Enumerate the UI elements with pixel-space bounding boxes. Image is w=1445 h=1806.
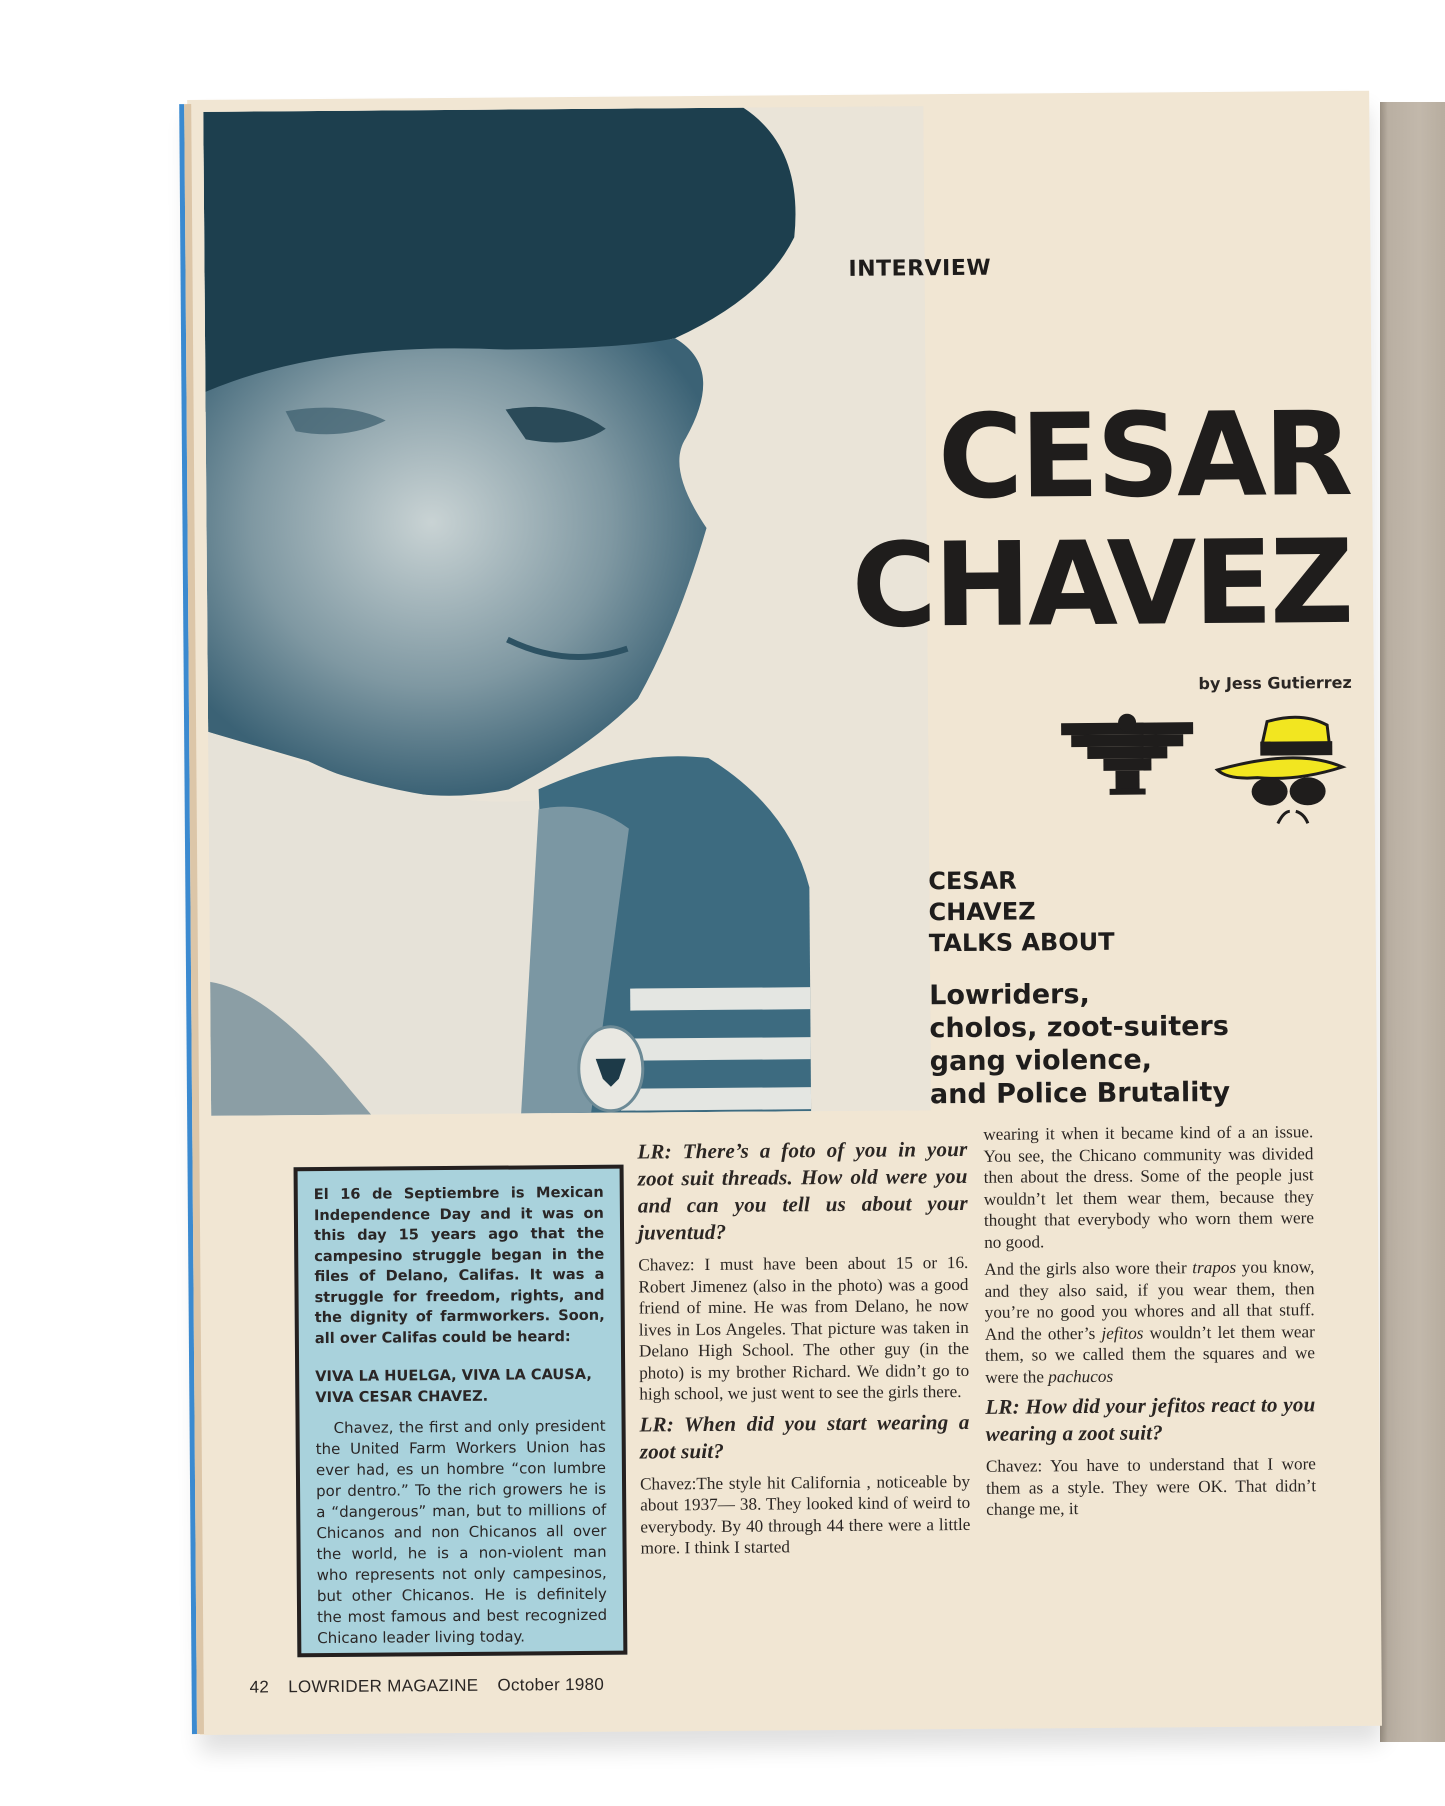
interview-answer: Chavez: I must have been about 15 or 16. Robert Jimenez (also in the photo) was a good friend of mine. He was from Delano, he now lives in Los Angeles. That picture was taken in Delano High School. The other guy (in the photo) is my brother Richard. We didn’t go to high school, we just went to see the girls there. <box>638 1252 970 1404</box>
interview-question: LR: When did you start wearing a zoot suit? <box>639 1409 970 1464</box>
interview-answer: Chavez:The style hit California , noticeable by about 1937— 38. They looked kind of weird to everybody. By 40 through 44 there were a little more. I think I started <box>639 1471 971 1558</box>
subhead-line: CESAR <box>928 866 1017 896</box>
subhead <box>928 865 1114 959</box>
article-column-2 <box>637 1136 970 1565</box>
section-label: INTERVIEW <box>848 255 992 282</box>
byline: by Jess Gutierrez <box>1198 672 1352 694</box>
headline-line-1: CESAR <box>937 386 1351 526</box>
issue-date: October 1980 <box>497 1674 605 1695</box>
interview-answer: Chavez: You have to understand that I wore them as a style. They were OK. That didn’t change me, it <box>985 1454 1317 1519</box>
interview-answer-paragraph <box>984 1256 1315 1388</box>
text-run: you know, and they also said, if you wear them, then you’re no good you whores and all that stuff. And the other’s <box>984 1257 1315 1344</box>
subhead-line: CHAVEZ <box>928 897 1036 927</box>
portrait-photo-illustration <box>203 106 931 1116</box>
magazine-name: LOWRIDER MAGAZINE <box>288 1675 479 1697</box>
page-number: 42 <box>249 1677 270 1697</box>
article-column-3 <box>983 1121 1316 1526</box>
italic-term: trapos <box>1192 1257 1237 1278</box>
intro-sidebar-box <box>294 1165 628 1658</box>
adjacent-page-edge <box>1380 102 1445 1742</box>
logo-group <box>1057 711 1358 833</box>
sidebar-intro: El 16 de Septiembre is Mexican Independence Day and it was on this day 15 years ago that the campesino struggle began in the files of Delano, Califas. It was a struggle for freedom, rights, and the dignity of farmworkers. Soon, all over Califas could be heard: <box>313 1183 605 1347</box>
topic-line: Lowriders, <box>929 978 1090 1012</box>
headline <box>829 386 1352 654</box>
text-run: wouldn’t let them wear them, so we called them the squares and we were the <box>984 1321 1316 1387</box>
subhead-line: TALKS ABOUT <box>928 927 1115 958</box>
page-footer <box>250 1675 619 1698</box>
italic-term: pachucos <box>1048 1366 1114 1386</box>
headline-line-2: CHAVEZ <box>851 514 1352 654</box>
topic-line: cholos, zoot-suiters <box>929 1010 1229 1045</box>
interview-answer-continued: wearing it when it became kind of a an issue. You see, the Chicano community was divided then about the dress. Some of the people just wouldn’t let them wear them, because they thought that everybody who worn them were no good. <box>983 1122 1315 1252</box>
pachuco-hat-sunglasses-icon <box>1217 717 1343 824</box>
interview-question: LR: There’s a foto of you in your zoot suit threads. How old were you and can you tell us about your juventud? <box>637 1136 968 1245</box>
sidebar-chant: VIVA LA HUELGA, VIVA LA CAUSA, VIVA CESAR CHAVEZ. <box>315 1365 592 1406</box>
topic-line: and Police Brutality <box>929 1076 1231 1111</box>
text-run: And the girls also wore their <box>984 1258 1193 1279</box>
topics-list <box>929 977 1230 1111</box>
sidebar-body: Chavez, the first and only president the United Farm Workers Union has ever had, es un hombre “con lumbre por dentro.” To the rich growers he is a “dangerous” man, but to millions of Chicanos and non Chicanos all over the world, he is a non-violent man who represents not only campesinos, but other Chicanos. He is definitely the most famous and best recognized Chicano leader living today. <box>315 1416 608 1648</box>
interview-question: LR: How did your jefitos react to you wearing a zoot suit? <box>985 1392 1316 1446</box>
topic-line: gang violence, <box>929 1044 1153 1078</box>
italic-term: jefitos <box>1101 1323 1144 1343</box>
upc-eagle-icon <box>1061 713 1194 795</box>
magazine-page <box>187 91 1382 1735</box>
portrait-photo <box>203 106 931 1116</box>
